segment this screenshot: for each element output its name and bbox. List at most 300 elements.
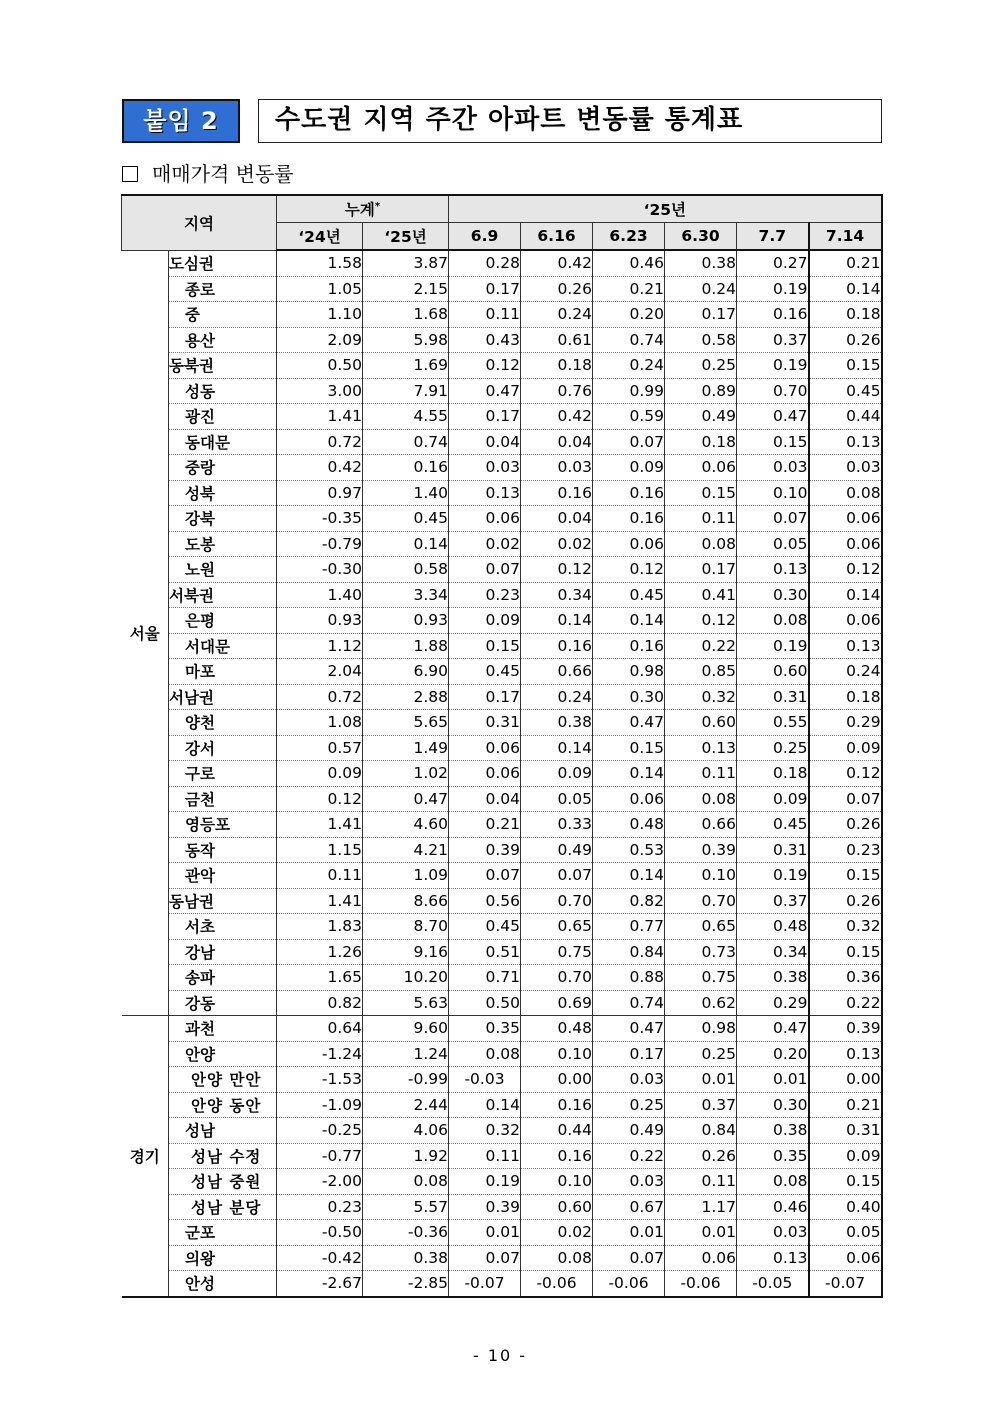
table-row: [122, 302, 882, 328]
value-cell: 0.45: [449, 914, 521, 940]
header-col: 7.7: [737, 223, 809, 251]
section-heading: [122, 160, 294, 188]
header-cumulative: [277, 195, 449, 223]
value-cell: 0.45: [809, 378, 882, 404]
value-cell: 0.30: [593, 684, 665, 710]
value-cell: 1.15: [277, 837, 363, 863]
value-cell: 0.10: [521, 1041, 593, 1067]
value-cell: -0.06: [593, 1271, 665, 1297]
value-cell: -2.00: [277, 1169, 363, 1195]
value-cell: 0.47: [593, 1016, 665, 1042]
value-cell: 0.01: [449, 1220, 521, 1246]
value-cell: -0.05: [737, 1271, 809, 1297]
value-cell: 0.10: [665, 863, 737, 889]
value-cell: 0.38: [737, 1118, 809, 1144]
value-cell: 0.09: [521, 761, 593, 787]
region-name: 의왕: [169, 1245, 277, 1271]
value-cell: 0.84: [593, 939, 665, 965]
value-cell: 0.26: [521, 276, 593, 302]
table-row: [122, 863, 882, 889]
region-name: 강서: [169, 735, 277, 761]
value-cell: 0.31: [809, 1118, 882, 1144]
value-cell: 0.12: [593, 557, 665, 583]
value-cell: 0.49: [521, 837, 593, 863]
value-cell: 0.71: [449, 965, 521, 991]
value-cell: 1.09: [363, 863, 449, 889]
header-cumulative-mark: *: [374, 200, 381, 212]
value-cell: 0.03: [593, 1067, 665, 1093]
value-cell: 0.26: [809, 812, 882, 838]
value-cell: 0.93: [277, 608, 363, 634]
table-row: [122, 557, 882, 583]
value-cell: 0.04: [449, 786, 521, 812]
value-cell: 0.10: [521, 1169, 593, 1195]
value-cell: 0.16: [521, 480, 593, 506]
value-cell: 0.37: [737, 327, 809, 353]
value-cell: 0.49: [593, 1118, 665, 1144]
value-cell: 0.43: [449, 327, 521, 353]
value-cell: -0.36: [363, 1220, 449, 1246]
value-cell: 0.50: [277, 353, 363, 379]
region-name: 군포: [169, 1220, 277, 1246]
value-cell: 0.25: [665, 1041, 737, 1067]
value-cell: 0.45: [449, 659, 521, 685]
region-name: 서초: [169, 914, 277, 940]
value-cell: 0.16: [521, 1143, 593, 1169]
value-cell: 0.48: [521, 1016, 593, 1042]
table-row: [122, 914, 882, 940]
value-cell: 0.14: [521, 735, 593, 761]
value-cell: 5.65: [363, 710, 449, 736]
table-row: [122, 939, 882, 965]
value-cell: -0.03: [449, 1067, 521, 1093]
value-cell: 0.13: [737, 557, 809, 583]
value-cell: 0.13: [737, 1245, 809, 1271]
value-cell: 0.13: [809, 633, 882, 659]
value-cell: 1.41: [277, 812, 363, 838]
value-cell: 0.18: [809, 302, 882, 328]
value-cell: 0.14: [593, 608, 665, 634]
value-cell: 0.24: [521, 302, 593, 328]
value-cell: 0.56: [449, 888, 521, 914]
header-col: ‘24년: [277, 223, 363, 251]
region-name: 강동: [169, 990, 277, 1016]
value-cell: 0.39: [449, 837, 521, 863]
value-cell: 0.09: [737, 786, 809, 812]
value-cell: 0.18: [809, 684, 882, 710]
value-cell: 0.32: [809, 914, 882, 940]
value-cell: 0.45: [593, 582, 665, 608]
value-cell: 0.26: [809, 327, 882, 353]
value-cell: 0.15: [809, 353, 882, 379]
value-cell: 0.18: [737, 761, 809, 787]
value-cell: 0.05: [737, 531, 809, 557]
value-cell: 0.35: [449, 1016, 521, 1042]
value-cell: 0.36: [809, 965, 882, 991]
value-cell: -0.25: [277, 1118, 363, 1144]
value-cell: 0.16: [521, 1092, 593, 1118]
value-cell: 0.17: [449, 404, 521, 430]
value-cell: 0.55: [737, 710, 809, 736]
value-cell: 0.58: [363, 557, 449, 583]
region-name: 성남: [169, 1118, 277, 1144]
value-cell: 0.03: [593, 1169, 665, 1195]
value-cell: 0.34: [737, 939, 809, 965]
value-cell: 0.21: [809, 1092, 882, 1118]
value-cell: 0.22: [809, 990, 882, 1016]
value-cell: 1.65: [277, 965, 363, 991]
value-cell: 0.20: [593, 302, 665, 328]
value-cell: 7.91: [363, 378, 449, 404]
value-cell: 0.08: [363, 1169, 449, 1195]
value-cell: 0.01: [737, 1067, 809, 1093]
value-cell: 0.19: [449, 1169, 521, 1195]
header-year25: ‘25년: [449, 195, 882, 223]
value-cell: 0.08: [737, 608, 809, 634]
value-cell: 0.75: [665, 965, 737, 991]
table-row: [122, 1220, 882, 1246]
value-cell: 0.53: [593, 837, 665, 863]
table-row: [122, 965, 882, 991]
value-cell: 1.68: [363, 302, 449, 328]
value-cell: 0.48: [593, 812, 665, 838]
header-col: 6.23: [593, 223, 665, 251]
value-cell: 1.92: [363, 1143, 449, 1169]
value-cell: 1.08: [277, 710, 363, 736]
value-cell: 0.84: [665, 1118, 737, 1144]
value-cell: 0.98: [593, 659, 665, 685]
region-name: 중랑: [169, 455, 277, 481]
value-cell: 0.75: [521, 939, 593, 965]
value-cell: 1.17: [665, 1194, 737, 1220]
region-name: 도심권: [169, 250, 277, 276]
value-cell: 0.23: [277, 1194, 363, 1220]
table-row: [122, 659, 882, 685]
value-cell: 0.65: [665, 914, 737, 940]
region-name: 성북: [169, 480, 277, 506]
value-cell: 0.67: [593, 1194, 665, 1220]
value-cell: 0.21: [809, 250, 882, 276]
value-cell: 0.05: [521, 786, 593, 812]
value-cell: 4.55: [363, 404, 449, 430]
value-cell: 0.73: [665, 939, 737, 965]
header-col: 7.14: [809, 223, 882, 251]
value-cell: 0.05: [809, 1220, 882, 1246]
header-col: ‘25년: [363, 223, 449, 251]
table-row: [122, 276, 882, 302]
value-cell: 0.09: [277, 761, 363, 787]
value-cell: 0.60: [665, 710, 737, 736]
value-cell: 0.40: [809, 1194, 882, 1220]
region-name: 동북권: [169, 353, 277, 379]
value-cell: 0.15: [809, 863, 882, 889]
header-col: 6.9: [449, 223, 521, 251]
value-cell: 0.17: [449, 276, 521, 302]
value-cell: 0.06: [665, 455, 737, 481]
value-cell: -2.85: [363, 1271, 449, 1297]
value-cell: 1.10: [277, 302, 363, 328]
value-cell: 10.20: [363, 965, 449, 991]
value-cell: 0.99: [593, 378, 665, 404]
value-cell: 0.70: [521, 965, 593, 991]
value-cell: 0.16: [521, 633, 593, 659]
table-row: [122, 761, 882, 787]
value-cell: 0.07: [737, 506, 809, 532]
value-cell: 0.26: [665, 1143, 737, 1169]
value-cell: 1.05: [277, 276, 363, 302]
value-cell: 0.11: [665, 506, 737, 532]
value-cell: 0.11: [277, 863, 363, 889]
region-name: 구로: [169, 761, 277, 787]
value-cell: 0.13: [665, 735, 737, 761]
value-cell: 0.08: [665, 786, 737, 812]
region-name: 성남 중원: [169, 1169, 277, 1195]
value-cell: 0.44: [809, 404, 882, 430]
value-cell: 0.06: [809, 531, 882, 557]
value-cell: 0.06: [449, 735, 521, 761]
value-cell: 0.14: [449, 1092, 521, 1118]
value-cell: 0.08: [665, 531, 737, 557]
table-row: [122, 506, 882, 532]
value-cell: 0.24: [521, 684, 593, 710]
value-cell: 0.59: [593, 404, 665, 430]
region-name: 안양 동안: [169, 1092, 277, 1118]
table-row: [122, 710, 882, 736]
region-name: 안양 만안: [169, 1067, 277, 1093]
value-cell: 0.24: [665, 276, 737, 302]
value-cell: 0.03: [809, 455, 882, 481]
value-cell: 0.48: [737, 914, 809, 940]
value-cell: -0.77: [277, 1143, 363, 1169]
value-cell: 0.25: [593, 1092, 665, 1118]
value-cell: 0.11: [449, 302, 521, 328]
table-row: [122, 531, 882, 557]
value-cell: 0.16: [593, 633, 665, 659]
value-cell: 0.21: [593, 276, 665, 302]
region-name: 광진: [169, 404, 277, 430]
value-cell: 0.17: [593, 1041, 665, 1067]
value-cell: 0.02: [521, 1220, 593, 1246]
value-cell: 0.03: [737, 455, 809, 481]
value-cell: 0.15: [449, 633, 521, 659]
value-cell: 0.14: [809, 276, 882, 302]
value-cell: 0.18: [665, 429, 737, 455]
value-cell: 0.24: [593, 353, 665, 379]
value-cell: 1.26: [277, 939, 363, 965]
table-row: [122, 1245, 882, 1271]
value-cell: 0.38: [363, 1245, 449, 1271]
value-cell: 0.04: [449, 429, 521, 455]
value-cell: 0.06: [809, 1245, 882, 1271]
value-cell: 0.06: [809, 506, 882, 532]
value-cell: 9.60: [363, 1016, 449, 1042]
region-name: 과천: [169, 1016, 277, 1042]
header-col: 6.30: [665, 223, 737, 251]
value-cell: 1.02: [363, 761, 449, 787]
value-cell: 0.89: [665, 378, 737, 404]
table-row: [122, 1271, 882, 1297]
value-cell: 0.13: [809, 1041, 882, 1067]
header-col: 6.16: [521, 223, 593, 251]
value-cell: 0.24: [809, 659, 882, 685]
value-cell: 0.20: [737, 1041, 809, 1067]
value-cell: 0.23: [809, 837, 882, 863]
value-cell: 0.65: [521, 914, 593, 940]
value-cell: 0.51: [449, 939, 521, 965]
value-cell: 0.01: [593, 1220, 665, 1246]
region-name: 노원: [169, 557, 277, 583]
region-name: 서북권: [169, 582, 277, 608]
value-cell: 0.01: [665, 1220, 737, 1246]
value-cell: 1.41: [277, 404, 363, 430]
price-change-table: [121, 194, 883, 1298]
table-row: [122, 250, 882, 276]
value-cell: 0.14: [363, 531, 449, 557]
value-cell: -0.06: [521, 1271, 593, 1297]
table-row: [122, 1194, 882, 1220]
value-cell: 0.32: [449, 1118, 521, 1144]
value-cell: 0.32: [665, 684, 737, 710]
value-cell: 0.04: [521, 429, 593, 455]
value-cell: 0.31: [449, 710, 521, 736]
value-cell: -0.30: [277, 557, 363, 583]
value-cell: 0.00: [809, 1067, 882, 1093]
value-cell: 0.22: [593, 1143, 665, 1169]
value-cell: 0.03: [449, 455, 521, 481]
value-cell: 0.11: [449, 1143, 521, 1169]
value-cell: 0.42: [277, 455, 363, 481]
region-name: 동남권: [169, 888, 277, 914]
value-cell: -0.35: [277, 506, 363, 532]
value-cell: 1.69: [363, 353, 449, 379]
value-cell: 0.70: [737, 378, 809, 404]
value-cell: 5.98: [363, 327, 449, 353]
table-row: [122, 404, 882, 430]
value-cell: 0.33: [521, 812, 593, 838]
value-cell: 1.12: [277, 633, 363, 659]
value-cell: 0.03: [521, 455, 593, 481]
value-cell: 0.11: [665, 761, 737, 787]
value-cell: 0.13: [809, 429, 882, 455]
value-cell: -0.42: [277, 1245, 363, 1271]
region-name: 동작: [169, 837, 277, 863]
region-name: 성남 분당: [169, 1194, 277, 1220]
header-cumulative-label: 누계: [344, 201, 375, 219]
value-cell: 0.37: [665, 1092, 737, 1118]
value-cell: 0.07: [593, 1245, 665, 1271]
value-cell: 0.09: [809, 735, 882, 761]
value-cell: 0.47: [449, 378, 521, 404]
value-cell: 0.23: [449, 582, 521, 608]
value-cell: 2.44: [363, 1092, 449, 1118]
value-cell: 0.39: [449, 1194, 521, 1220]
value-cell: 0.72: [277, 684, 363, 710]
value-cell: 0.14: [809, 582, 882, 608]
region-name: 동대문: [169, 429, 277, 455]
value-cell: 0.66: [521, 659, 593, 685]
value-cell: 0.15: [737, 429, 809, 455]
value-cell: 0.09: [449, 608, 521, 634]
value-cell: 0.60: [737, 659, 809, 685]
checkbox-square-icon: [122, 166, 138, 182]
table-row: [122, 455, 882, 481]
value-cell: 0.07: [809, 786, 882, 812]
region-name: 강북: [169, 506, 277, 532]
value-cell: 0.82: [593, 888, 665, 914]
value-cell: 0.60: [521, 1194, 593, 1220]
value-cell: 0.74: [363, 429, 449, 455]
value-cell: 0.19: [737, 276, 809, 302]
table-row: [122, 990, 882, 1016]
region-name: 중: [169, 302, 277, 328]
value-cell: 3.00: [277, 378, 363, 404]
value-cell: 0.06: [593, 786, 665, 812]
value-cell: -2.67: [277, 1271, 363, 1297]
value-cell: 4.60: [363, 812, 449, 838]
table-row: [122, 480, 882, 506]
table-row: [122, 378, 882, 404]
value-cell: 2.09: [277, 327, 363, 353]
table-row: [122, 1016, 882, 1042]
value-cell: 0.14: [521, 608, 593, 634]
value-cell: 0.07: [449, 863, 521, 889]
value-cell: 0.45: [737, 812, 809, 838]
value-cell: 0.62: [665, 990, 737, 1016]
value-cell: 0.47: [737, 404, 809, 430]
page-title: 수도권 지역 주간 아파트 변동률 통계표: [258, 99, 882, 143]
table-row: [122, 684, 882, 710]
value-cell: 9.16: [363, 939, 449, 965]
table-row: [122, 353, 882, 379]
value-cell: 0.14: [593, 863, 665, 889]
value-cell: 0.07: [449, 1245, 521, 1271]
value-cell: 0.85: [665, 659, 737, 685]
value-cell: 3.87: [363, 250, 449, 276]
region-name: 송파: [169, 965, 277, 991]
value-cell: 0.66: [665, 812, 737, 838]
value-cell: 0.57: [277, 735, 363, 761]
value-cell: -0.07: [809, 1271, 882, 1297]
value-cell: 0.16: [593, 480, 665, 506]
region-name: 영등포: [169, 812, 277, 838]
region-name: 성동: [169, 378, 277, 404]
value-cell: 0.09: [809, 1143, 882, 1169]
value-cell: 0.14: [593, 761, 665, 787]
value-cell: 0.08: [809, 480, 882, 506]
value-cell: 1.83: [277, 914, 363, 940]
value-cell: 0.15: [809, 939, 882, 965]
value-cell: 0.04: [521, 506, 593, 532]
table-row: [122, 1169, 882, 1195]
value-cell: 0.18: [521, 353, 593, 379]
value-cell: 1.58: [277, 250, 363, 276]
value-cell: 0.22: [665, 633, 737, 659]
table-row: [122, 327, 882, 353]
value-cell: 0.35: [737, 1143, 809, 1169]
page-number: - 10 -: [472, 1346, 528, 1365]
table-row: [122, 1092, 882, 1118]
table-row: [122, 1041, 882, 1067]
value-cell: 0.70: [521, 888, 593, 914]
value-cell: 2.15: [363, 276, 449, 302]
value-cell: 5.57: [363, 1194, 449, 1220]
value-cell: 0.34: [521, 582, 593, 608]
region-group-label: 서울: [122, 250, 169, 1016]
value-cell: 0.74: [593, 327, 665, 353]
value-cell: 0.47: [593, 710, 665, 736]
value-cell: 0.11: [665, 1169, 737, 1195]
value-cell: 0.19: [737, 863, 809, 889]
